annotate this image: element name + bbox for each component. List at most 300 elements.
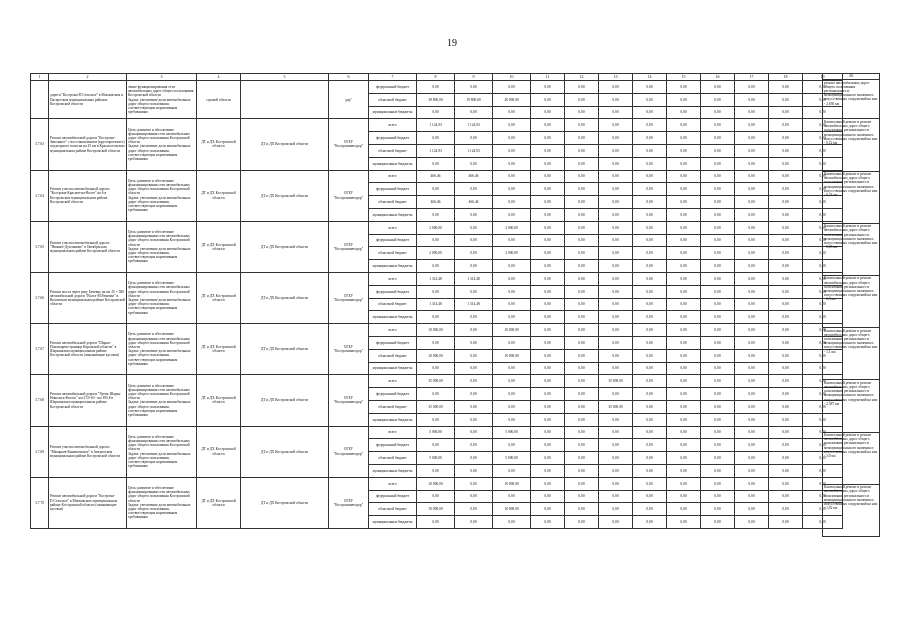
- amount-cell: 2 000,00: [417, 221, 455, 234]
- amount-cell: 0,00: [803, 336, 843, 349]
- amount-cell: 0,00: [667, 272, 701, 285]
- amount-cell: 0,00: [769, 81, 803, 94]
- amount-cell: 0,00: [735, 490, 769, 503]
- amount-cell: 0,00: [531, 170, 565, 183]
- results-column: [822, 73, 880, 537]
- amount-cell: 0,00: [803, 375, 843, 388]
- amount-cell: 0,00: [633, 464, 667, 477]
- amount-cell: 0,00: [701, 375, 735, 388]
- amount-cell: 0,00: [599, 106, 633, 119]
- amount-cell: 0,00: [701, 234, 735, 247]
- amount-cell: 0,00: [803, 490, 843, 503]
- result-indicator: Капитальный ремонт и ремонт автомобильных дорог общего пользования регионального и межмуниципального значения и искусственных сооружений на них - 1,02 км: [822, 485, 880, 537]
- amount-cell: 0,00: [531, 388, 565, 401]
- amount-cell: 0,00: [803, 234, 843, 247]
- amount-cell: 0,00: [493, 81, 531, 94]
- amount-cell: 0,00: [599, 516, 633, 529]
- amount-cell: 0,00: [599, 503, 633, 516]
- measure-name: [49, 324, 127, 375]
- amount-cell: 0,00: [803, 349, 843, 362]
- amount-cell: 0,00: [565, 516, 599, 529]
- table-row: [31, 324, 843, 337]
- column-number: 10: [493, 74, 531, 81]
- funding-source: всего: [369, 221, 417, 234]
- amount-cell: 0,00: [633, 196, 667, 209]
- amount-cell: 0,00: [493, 106, 531, 119]
- amount-cell: 0,00: [667, 144, 701, 157]
- result-indicator: Капитальный ремонт и ремонт автомобильных дорог общего пользования регионального и межмуниципального значения и искусственных сооружений на них - 3,0 км: [822, 433, 880, 485]
- amount-cell: 0,00: [417, 183, 455, 196]
- page-number: 19: [447, 38, 457, 49]
- executor-text: ДТ и ДХ Костромской области: [201, 293, 236, 303]
- amount-cell: 0,00: [599, 260, 633, 273]
- amount-cell: 0,00: [633, 375, 667, 388]
- amount-cell: 0,00: [803, 183, 843, 196]
- amount-cell: 0,00: [565, 119, 599, 132]
- amount-cell: 0,00: [531, 208, 565, 221]
- amount-cell: 0,00: [701, 247, 735, 260]
- amount-cell: 0,00: [735, 388, 769, 401]
- amount-cell: 0,00: [417, 336, 455, 349]
- amount-cell: 0,00: [531, 375, 565, 388]
- result-indicator: Капитальный ремонт и ремонт автомобильных дорог общего пользования регионального и межмуниципального значения и искусственных сооружений на них - 0,24 км: [822, 172, 880, 224]
- amount-cell: 0,00: [701, 157, 735, 170]
- column-number: 12: [565, 74, 599, 81]
- amount-cell: 0,00: [803, 324, 843, 337]
- amount-cell: 0,00: [565, 247, 599, 260]
- amount-cell: 0,00: [633, 349, 667, 362]
- amount-cell: 0,00: [701, 400, 735, 413]
- row-id-text: 3.7.68: [35, 398, 44, 403]
- measure-goal: [127, 81, 197, 119]
- amount-cell: 0,00: [667, 452, 701, 465]
- amount-cell: 0,00: [565, 170, 599, 183]
- amount-cell: 0,00: [803, 260, 843, 273]
- measure-name: [49, 272, 127, 323]
- department: [241, 119, 329, 170]
- column-number: 20: [822, 73, 880, 80]
- amount-cell: 466,46: [417, 170, 455, 183]
- amount-cell: 466,46: [455, 196, 493, 209]
- measure-name: [49, 119, 127, 170]
- amount-cell: 0,00: [455, 375, 493, 388]
- amount-cell: 0,00: [667, 336, 701, 349]
- department: [241, 324, 329, 375]
- amount-cell: 0,00: [769, 221, 803, 234]
- amount-cell: 0,00: [735, 170, 769, 183]
- funding-source: муниципальные бюджеты: [369, 106, 417, 119]
- amount-cell: 0,00: [769, 400, 803, 413]
- amount-cell: 0,00: [493, 234, 531, 247]
- amount-cell: 0,00: [565, 208, 599, 221]
- amount-cell: 0,00: [667, 247, 701, 260]
- amount-cell: 0,00: [531, 490, 565, 503]
- amount-cell: 0,00: [803, 170, 843, 183]
- amount-cell: 0,00: [803, 272, 843, 285]
- amount-cell: 0,00: [633, 119, 667, 132]
- amount-cell: 0,00: [633, 106, 667, 119]
- organization-text: ОГБУ "Костромаавтодор": [333, 498, 364, 507]
- amount-cell: 0,00: [803, 311, 843, 324]
- amount-cell: 1 124,93: [417, 119, 455, 132]
- result-indicator: Капитальный ремонт и ремонт автомобильных дорог общего пользования регионального и межмуниципального значения и искусственных сооружений на них - 1,1 км: [822, 328, 880, 380]
- column-number: 9: [455, 74, 493, 81]
- amount-cell: 0,00: [417, 439, 455, 452]
- measure-task-text: Задача: увеличение доли автомобильных дорог общего пользования, соответствующих нормативным требованиям: [128, 349, 191, 366]
- department-text: ДТ и ДХ Костромской области: [260, 398, 309, 403]
- amount-cell: 0,00: [701, 272, 735, 285]
- amount-cell: 0,00: [565, 324, 599, 337]
- amount-cell: 0,00: [455, 221, 493, 234]
- amount-cell: 0,00: [701, 388, 735, 401]
- amount-cell: 0,00: [633, 81, 667, 94]
- amount-cell: 0,00: [735, 144, 769, 157]
- amount-cell: 0,00: [769, 375, 803, 388]
- measure-goal: [127, 477, 197, 528]
- amount-cell: 0,00: [599, 413, 633, 426]
- amount-cell: 0,00: [633, 388, 667, 401]
- organization: [329, 81, 369, 119]
- amount-cell: 0,00: [803, 400, 843, 413]
- amount-cell: 0,00: [493, 208, 531, 221]
- department: [241, 477, 329, 528]
- amount-cell: 0,00: [633, 452, 667, 465]
- table-row: [31, 170, 843, 183]
- amount-cell: 1 314,48: [417, 298, 455, 311]
- amount-cell: 0,00: [735, 452, 769, 465]
- amount-cell: 0,00: [701, 349, 735, 362]
- amount-cell: 0,00: [667, 477, 701, 490]
- measure-goal: [127, 272, 197, 323]
- amount-cell: 0,00: [701, 221, 735, 234]
- amount-cell: 0,00: [633, 157, 667, 170]
- row-id-text: 3.7.65: [35, 244, 44, 249]
- measure-goal: [127, 221, 197, 272]
- amount-cell: 0,00: [633, 208, 667, 221]
- measure-name: [49, 375, 127, 426]
- executor-text: ДТ и ДХ Костромской области: [201, 396, 236, 405]
- amount-cell: 0,00: [735, 183, 769, 196]
- amount-cell: 0,00: [493, 196, 531, 209]
- amount-cell: 0,00: [735, 426, 769, 439]
- amount-cell: 0,00: [701, 93, 735, 106]
- amount-cell: 0,00: [599, 157, 633, 170]
- amount-cell: 0,00: [701, 285, 735, 298]
- amount-cell: 0,00: [531, 93, 565, 106]
- amount-cell: 0,00: [769, 477, 803, 490]
- funding-source: муниципальные бюджеты: [369, 464, 417, 477]
- amount-cell: 0,00: [803, 119, 843, 132]
- amount-cell: 0,00: [803, 93, 843, 106]
- amount-cell: 0,00: [803, 362, 843, 375]
- amount-cell: 0,00: [633, 362, 667, 375]
- measure-goal-text: Цель: развитие и обеспечение функционирования сети автомобильных дорог общего пользования Костромской области: [128, 332, 190, 350]
- executor: [197, 81, 241, 119]
- measure-goal-text: Цель: развитие и обеспечение функционирования сети автомобильных дорог общего пользования Костромской области: [128, 434, 190, 452]
- amount-cell: 0,00: [633, 311, 667, 324]
- amount-cell: 0,00: [769, 324, 803, 337]
- measure-goal-text: Цель: развитие и обеспечение функционирования сети автомобильных дорог общего пользования Костромской области: [128, 485, 190, 503]
- amount-cell: 0,00: [735, 272, 769, 285]
- column-number: 18: [769, 74, 803, 81]
- amount-cell: 0,00: [455, 311, 493, 324]
- amount-cell: 0,00: [769, 426, 803, 439]
- amount-cell: 0,00: [417, 311, 455, 324]
- amount-cell: 0,00: [633, 144, 667, 157]
- amount-cell: 0,00: [769, 298, 803, 311]
- amount-cell: 35 000,00: [417, 375, 455, 388]
- amount-cell: 0,00: [493, 144, 531, 157]
- department: [241, 375, 329, 426]
- amount-cell: 0,00: [633, 516, 667, 529]
- column-number: 1: [31, 74, 49, 81]
- amount-cell: 0,00: [493, 413, 531, 426]
- executor: [197, 170, 241, 221]
- executor: [197, 324, 241, 375]
- funding-source: всего: [369, 375, 417, 388]
- amount-cell: 0,00: [803, 452, 843, 465]
- amount-cell: 0,00: [667, 311, 701, 324]
- amount-cell: 0,00: [633, 272, 667, 285]
- amount-cell: 0,00: [701, 311, 735, 324]
- measure-goal: [127, 119, 197, 170]
- amount-cell: 0,00: [565, 336, 599, 349]
- row-id: [31, 119, 49, 170]
- amount-cell: 0,00: [769, 362, 803, 375]
- amount-cell: 0,00: [803, 208, 843, 221]
- amount-cell: 0,00: [531, 311, 565, 324]
- amount-cell: 0,00: [565, 490, 599, 503]
- amount-cell: 10 000,00: [493, 477, 531, 490]
- amount-cell: 0,00: [769, 183, 803, 196]
- amount-cell: 0,00: [769, 132, 803, 145]
- table-row: [31, 81, 843, 94]
- measure-goal: [127, 324, 197, 375]
- amount-cell: 0,00: [531, 183, 565, 196]
- measure-task-text: Задача: увеличение доли автомобильных дорог общего пользования, соответствующих нормативным требованиям: [128, 246, 191, 264]
- department-text: ДТ и ДХ Костромской области: [260, 449, 309, 454]
- organization-text: ОГБУ "Костромаавтодор": [333, 447, 364, 456]
- row-id-text: 3.7.64: [35, 193, 44, 198]
- amount-cell: 0,00: [803, 477, 843, 490]
- department-text: ДТ и ДХ Костромской области: [260, 295, 309, 300]
- executor-text: ДТ и ДХ Костромской области: [201, 498, 236, 507]
- amount-cell: 0,00: [633, 490, 667, 503]
- amount-cell: 0,00: [769, 144, 803, 157]
- amount-cell: 0,00: [667, 413, 701, 426]
- amount-cell: 0,00: [455, 400, 493, 413]
- amount-cell: 0,00: [417, 234, 455, 247]
- amount-cell: 0,00: [531, 106, 565, 119]
- amount-cell: 0,00: [455, 349, 493, 362]
- amount-cell: 0,00: [633, 336, 667, 349]
- amount-cell: 0,00: [735, 132, 769, 145]
- amount-cell: 0,00: [769, 247, 803, 260]
- amount-cell: 0,00: [455, 452, 493, 465]
- funding-source: областной бюджет: [369, 93, 417, 106]
- amount-cell: 0,00: [667, 260, 701, 273]
- amount-cell: 0,00: [599, 336, 633, 349]
- amount-cell: 0,00: [633, 324, 667, 337]
- row-id-text: 3.7.67: [35, 347, 44, 352]
- amount-cell: 0,00: [417, 208, 455, 221]
- amount-cell: 0,00: [531, 336, 565, 349]
- amount-cell: 0,00: [455, 247, 493, 260]
- amount-cell: 0,00: [667, 388, 701, 401]
- amount-cell: 0,00: [769, 503, 803, 516]
- funding-source: муниципальные бюджеты: [369, 260, 417, 273]
- amount-cell: 0,00: [735, 221, 769, 234]
- amount-cell: 0,00: [599, 272, 633, 285]
- amount-cell: 0,00: [803, 157, 843, 170]
- row-id-text: 3.7.63: [35, 142, 44, 147]
- organization-text: ОГБУ "Костромаавтодор": [333, 242, 364, 251]
- amount-cell: 0,00: [565, 272, 599, 285]
- row-id: [31, 426, 49, 477]
- amount-cell: 0,00: [701, 81, 735, 94]
- amount-cell: 0,00: [531, 221, 565, 234]
- funding-source: федеральный бюджет: [369, 388, 417, 401]
- amount-cell: 0,00: [565, 375, 599, 388]
- amount-cell: 0,00: [769, 208, 803, 221]
- organization: [329, 170, 369, 221]
- amount-cell: 0,00: [667, 375, 701, 388]
- amount-cell: 0,00: [565, 144, 599, 157]
- department-text: ДТ и ДХ Костромской области: [260, 347, 309, 352]
- amount-cell: 10 000,00: [493, 324, 531, 337]
- amount-cell: 0,00: [633, 247, 667, 260]
- department-text: ДТ и ДХ Костромской области: [260, 142, 309, 147]
- amount-cell: 0,00: [599, 452, 633, 465]
- amount-cell: 5 000,00: [417, 452, 455, 465]
- amount-cell: 0,00: [701, 452, 735, 465]
- row-id: [31, 272, 49, 323]
- amount-cell: 0,00: [417, 388, 455, 401]
- amount-cell: 0,00: [667, 119, 701, 132]
- amount-cell: 0,00: [531, 144, 565, 157]
- funding-source: всего: [369, 324, 417, 337]
- funding-source: муниципальные бюджеты: [369, 311, 417, 324]
- column-number: 15: [667, 74, 701, 81]
- department: [241, 426, 329, 477]
- department: [241, 272, 329, 323]
- amount-cell: 0,00: [455, 324, 493, 337]
- organization: [329, 477, 369, 528]
- amount-cell: 0,00: [565, 439, 599, 452]
- amount-cell: 0,00: [599, 221, 633, 234]
- amount-cell: 0,00: [455, 503, 493, 516]
- amount-cell: 0,00: [531, 452, 565, 465]
- amount-cell: 0,00: [667, 400, 701, 413]
- amount-cell: 0,00: [667, 439, 701, 452]
- amount-cell: 39 800,00: [417, 93, 455, 106]
- amount-cell: 0,00: [531, 260, 565, 273]
- amount-cell: 10 000,00: [417, 349, 455, 362]
- amount-cell: 0,00: [735, 106, 769, 119]
- amount-cell: 0,00: [565, 183, 599, 196]
- measure-name-text: Ремонт участка автомобильной дороги "Макарьев-Кинешемское" в Антропском муниципальном районе Костромской области: [50, 445, 121, 458]
- measure-task-text: Задача: увеличение доли автомобильных дорог общего пользования, соответствующих нормативным требованиям: [128, 400, 191, 418]
- amount-cell: 0,00: [633, 183, 667, 196]
- amount-cell: 0,00: [667, 157, 701, 170]
- executor: [197, 375, 241, 426]
- amount-cell: 0,00: [455, 439, 493, 452]
- amount-cell: 0,00: [735, 260, 769, 273]
- amount-cell: 0,00: [565, 362, 599, 375]
- amount-cell: 0,00: [667, 208, 701, 221]
- amount-cell: 0,00: [599, 132, 633, 145]
- amount-cell: 0,00: [735, 375, 769, 388]
- amount-cell: 10 000,00: [417, 477, 455, 490]
- amount-cell: 0,00: [735, 81, 769, 94]
- funding-source: муниципальные бюджеты: [369, 516, 417, 529]
- amount-cell: 0,00: [417, 157, 455, 170]
- amount-cell: 0,00: [701, 439, 735, 452]
- column-number: 8: [417, 74, 455, 81]
- amount-cell: 0,00: [769, 119, 803, 132]
- funding-source: федеральный бюджет: [369, 81, 417, 94]
- measure-task-text: Задача: увеличение доли автомобильных дорог общего пользования, соответствующих нормативным требованиям: [128, 97, 191, 115]
- amount-cell: 0,00: [565, 196, 599, 209]
- amount-cell: 0,00: [735, 324, 769, 337]
- amount-cell: 0,00: [599, 208, 633, 221]
- amount-cell: 10 000,00: [493, 349, 531, 362]
- amount-cell: 0,00: [769, 388, 803, 401]
- executor: [197, 426, 241, 477]
- amount-cell: 0,00: [667, 81, 701, 94]
- column-number: 6: [329, 74, 369, 81]
- column-number: 5: [241, 74, 329, 81]
- amount-cell: 1 314,48: [417, 272, 455, 285]
- amount-cell: 0,00: [599, 81, 633, 94]
- funding-source: областной бюджет: [369, 196, 417, 209]
- amount-cell: 0,00: [493, 388, 531, 401]
- amount-cell: 0,00: [735, 439, 769, 452]
- amount-cell: 0,00: [701, 490, 735, 503]
- amount-cell: 0,00: [803, 464, 843, 477]
- amount-cell: 0,00: [769, 106, 803, 119]
- amount-cell: 0,00: [803, 132, 843, 145]
- executor-text: ДТ и ДХ Костромской области: [201, 345, 236, 354]
- funding-source: областной бюджет: [369, 349, 417, 362]
- funding-source: федеральный бюджет: [369, 439, 417, 452]
- amount-cell: 0,00: [599, 285, 633, 298]
- amount-cell: 0,00: [493, 260, 531, 273]
- amount-cell: 0,00: [701, 324, 735, 337]
- amount-cell: 0,00: [417, 516, 455, 529]
- funding-source: федеральный бюджет: [369, 132, 417, 145]
- amount-cell: 0,00: [701, 260, 735, 273]
- amount-cell: 0,00: [803, 285, 843, 298]
- organization-text: ОГБУ "Костромаавтодор": [333, 191, 364, 200]
- amount-cell: 0,00: [735, 93, 769, 106]
- organization: [329, 272, 369, 323]
- amount-cell: 0,00: [735, 298, 769, 311]
- funding-source: федеральный бюджет: [369, 285, 417, 298]
- row-id: [31, 477, 49, 528]
- amount-cell: 0,00: [531, 349, 565, 362]
- amount-cell: 0,00: [599, 234, 633, 247]
- amount-cell: 0,00: [455, 490, 493, 503]
- amount-cell: 0,00: [735, 234, 769, 247]
- result-indicator: Капитальный ремонт и ремонт автомобильных дорог общего пользования регионального и межмуниципального значения и искусственных сооружений на них - 2,387 км: [822, 380, 880, 432]
- amount-cell: 0,00: [531, 464, 565, 477]
- amount-cell: 0,00: [599, 93, 633, 106]
- amount-cell: 0,00: [735, 400, 769, 413]
- amount-cell: 0,00: [599, 426, 633, 439]
- table-row: [31, 426, 843, 439]
- amount-cell: 35 000,00: [599, 400, 633, 413]
